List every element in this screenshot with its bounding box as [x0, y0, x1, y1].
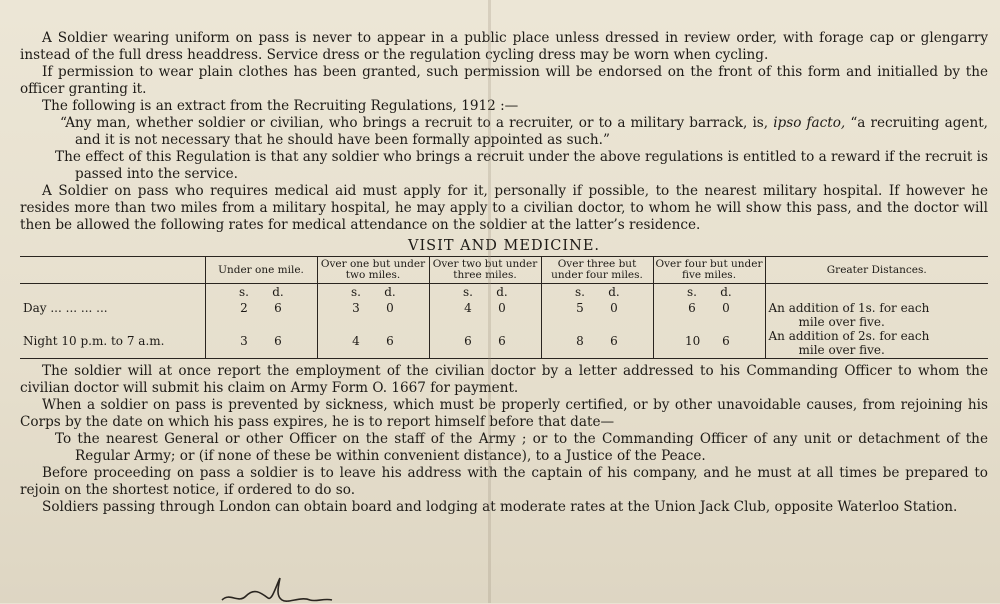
rate-d: 0 — [722, 301, 730, 315]
greater-day-a: An addition of 1s. for each — [768, 301, 930, 315]
rate-cell — [317, 322, 429, 359]
paragraph-medical-aid: A Soldier on pass who requires medical aid must apply for it, personally if possible, to the nearest military hospital. If however he resides more than two miles from a military hospital, he may apply to a civilian doctor, to whom he will show this pass, and the doctor will then be allowed the following rates for medical attendance on the soldier at the latter’s residence. — [20, 183, 988, 233]
unit-d: d. — [384, 285, 396, 299]
rate-cell — [317, 300, 429, 322]
rate-cell — [541, 300, 653, 322]
rates-table-title: VISIT AND MEDICINE. — [407, 238, 601, 254]
rate-s: 2 — [240, 301, 248, 315]
units-blank — [20, 284, 205, 301]
rate-row-day — [20, 300, 988, 322]
unit-s: s. — [239, 285, 249, 299]
quote-ipso-facto: ipso facto, — [773, 115, 846, 131]
rate-s: 10 — [685, 333, 701, 348]
greater-distance-cell — [765, 300, 988, 359]
rate-cell — [653, 322, 765, 359]
header-four-five: Over four but under five miles. — [653, 257, 765, 284]
unit-s: s. — [463, 285, 473, 299]
row-label-night: Night 10 p.m. to 7 a.m. — [23, 333, 165, 348]
header-two-three: Over two but under three miles. — [429, 257, 541, 284]
row-label-day: Day ... ... ... ... — [23, 301, 108, 315]
units-cell — [205, 284, 317, 301]
paper-fold-crease — [488, 0, 491, 603]
header-one-two: Over one but under two miles. — [317, 257, 429, 284]
unit-s: s. — [575, 285, 585, 299]
unit-d: d. — [496, 285, 508, 299]
units-row — [20, 284, 988, 301]
rate-d: 6 — [386, 333, 394, 348]
paragraph-quote — [20, 115, 988, 149]
units-cell — [317, 284, 429, 301]
rate-cell — [429, 300, 541, 322]
paragraph-effect: The effect of this Regulation is that any soldier who brings a recruit under the above regulations is entitled to a reward if the recruit is passed into the service. — [55, 149, 988, 182]
greater-night-a: An addition of 2s. for each — [768, 329, 930, 343]
unit-s: s. — [687, 285, 697, 299]
rate-cell — [429, 322, 541, 359]
rate-cell — [205, 300, 317, 322]
rate-s: 6 — [464, 333, 472, 348]
rate-s: 3 — [352, 301, 360, 315]
paragraph-plain-clothes: If permission to wear plain clothes has been granted, such permission will be endorsed on the front of this form and initialled by the officer granting it. — [20, 64, 988, 97]
handwritten-signature-fragment — [220, 574, 340, 604]
unit-s: s. — [351, 285, 361, 299]
greater-day-b: mile over five. — [798, 315, 885, 329]
rate-cell — [653, 300, 765, 322]
header-three-four: Over three but under four miles. — [541, 257, 653, 284]
paragraph-sickness: When a soldier on pass is prevented by sickness, which must be properly certified, or by other unavoidable causes, from rejoining his Corps by the date on which his pass expires, he is to report himself before that date— — [20, 397, 988, 430]
quote-part-b: “a recruiting agent, and it is not necessary that he should have been formally appointed as such.” — [75, 115, 988, 148]
rate-d: 6 — [274, 301, 282, 315]
header-blank — [20, 257, 205, 284]
rate-s: 8 — [576, 333, 584, 348]
rate-s: 4 — [352, 333, 360, 348]
rate-d: 6 — [610, 333, 618, 348]
units-cell — [653, 284, 765, 301]
greater-night-b: mile over five. — [798, 343, 885, 357]
paragraph-report-doctor: The soldier will at once report the employment of the civilian doctor by a letter addressed to his Commanding Officer to whom the civilian doctor will submit his claim on Army Form O. 1667 for payment. — [20, 363, 988, 396]
rate-d: 0 — [498, 301, 506, 315]
paragraph-address: Before proceeding on pass a soldier is to leave his address with the captain of his company, and he must at all times be prepared to rejoin on the shortest notice, if ordered to do so. — [20, 465, 988, 498]
rate-d: 0 — [610, 301, 618, 315]
rate-s: 6 — [688, 301, 696, 315]
rate-s: 5 — [576, 301, 584, 315]
paragraph-report-to: To the nearest General or other Officer on the staff of the Army ; or to the Commanding Officer of any unit or detachment of the Regular Army; or (if none of these be within convenient distance), to a Justice of the Peace. — [55, 431, 988, 464]
header-greater: Greater Distances. — [765, 257, 988, 284]
rate-d: 6 — [498, 333, 506, 348]
paragraph-uniform: A Soldier wearing uniform on pass is never to appear in a public place unless dressed in review order, with forage cap or glengarry instead of the full dress headdress. Service dress or the regulation cycling dress may be worn when cycling. — [20, 30, 988, 63]
unit-d: d. — [608, 285, 620, 299]
rate-s: 4 — [464, 301, 472, 315]
units-cell — [429, 284, 541, 301]
unit-d: d. — [720, 285, 732, 299]
rates-header-row — [20, 257, 988, 284]
rate-cell — [205, 322, 317, 359]
units-greater-blank — [765, 284, 988, 301]
paragraph-union-jack-club: Soldiers passing through London can obtain board and lodging at moderate rates at the Union Jack Club, opposite Waterloo Station. — [42, 499, 958, 515]
rate-s: 3 — [240, 333, 248, 348]
quote-part-a: “Any man, whether soldier or civilian, who brings a recruit to a recruiter, or to a military barrack, is, — [60, 115, 769, 131]
header-under-one: Under one mile. — [205, 257, 317, 284]
paragraph-extract-intro: The following is an extract from the Recruiting Regulations, 1912 :— — [42, 98, 519, 114]
rate-cell — [541, 322, 653, 359]
unit-d: d. — [272, 285, 284, 299]
rates-table — [20, 256, 988, 359]
units-cell — [541, 284, 653, 301]
rate-d: 6 — [274, 333, 282, 348]
rate-d: 6 — [722, 333, 730, 348]
rate-d: 0 — [386, 301, 394, 315]
